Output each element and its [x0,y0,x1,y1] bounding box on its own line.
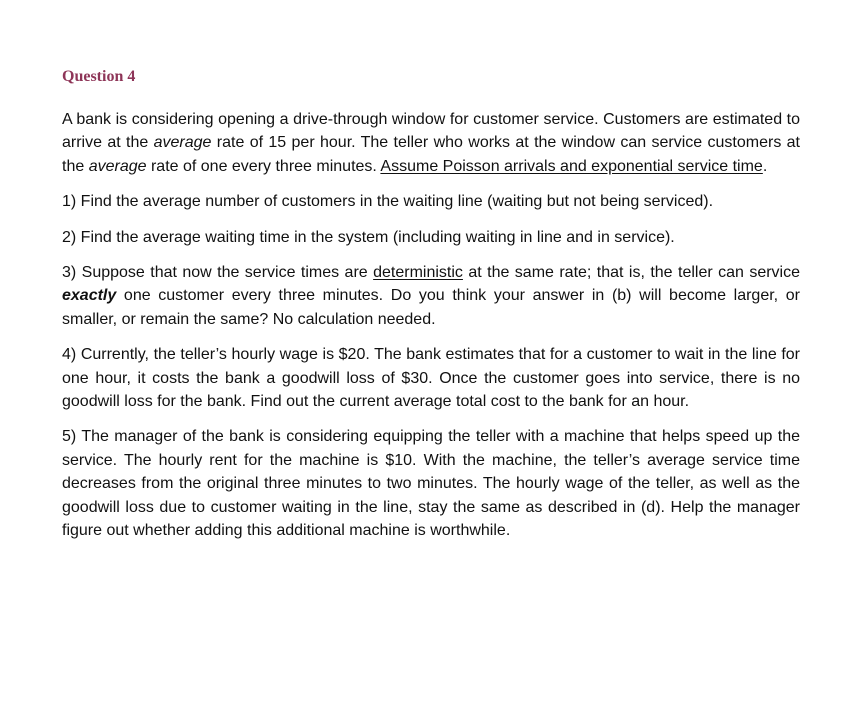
q3-emphasis-exactly: exactly [62,287,117,305]
question-4: 4) Currently, the teller’s hourly wage is $20. The bank estimates that for a customer to wait in the line for one hour, it costs the bank a goodwill loss of $30. Once the customer goes into service, there is no goodwill loss for the bank. Find out the current average total cost to the bank for an hour. [62,346,800,411]
question-document [62,66,800,555]
question-1: 1) Find the average number of customers in the waiting line (waiting but not being serviced). [62,193,714,211]
question-5: 5) The manager of the bank is considering equipping the teller with a machine that helps speed up the service. The hourly rent for the machine is $10. With the machine, the teller’s average service time decreases from the original three minutes to two minutes. The hourly wage of the teller, as well as the goodwill loss due to customer waiting in the line, stay the same as described in (d). Help the manager figure out whether adding this additional machine is worthwhile. [62,428,800,540]
intro-emphasis-average-1: average [153,134,212,152]
q3-text-3: one customer every three minutes. Do you think your answer in (b) will become larger, or smaller, or remain the same? No calculation needed. [62,287,800,328]
intro-text-2: rate of 15 per hour. The teller who works at the window can service customers at the [62,134,800,175]
intro-period: . [762,157,768,175]
question-3 [62,261,800,331]
q3-text-1: 3) Suppose that now the service times are [62,264,374,282]
intro-assumption-underlined: Assume Poisson arrivals and exponential service time [380,157,763,175]
question-heading: Question 4 [62,68,136,85]
intro-text-1: A bank is considering opening a drive-through window for customer service. Customers are estimated to arrive at the [62,111,800,152]
q3-text-2: at the same rate; that is, the teller can service [462,264,801,282]
q3-underlined-deterministic: deterministic [373,264,463,282]
intro-text-3: rate of one every three minutes. [146,157,381,175]
intro-paragraph [62,108,800,178]
question-2: 2) Find the average waiting time in the system (including waiting in line and in service). [62,228,675,246]
intro-emphasis-average-2: average [88,157,147,175]
